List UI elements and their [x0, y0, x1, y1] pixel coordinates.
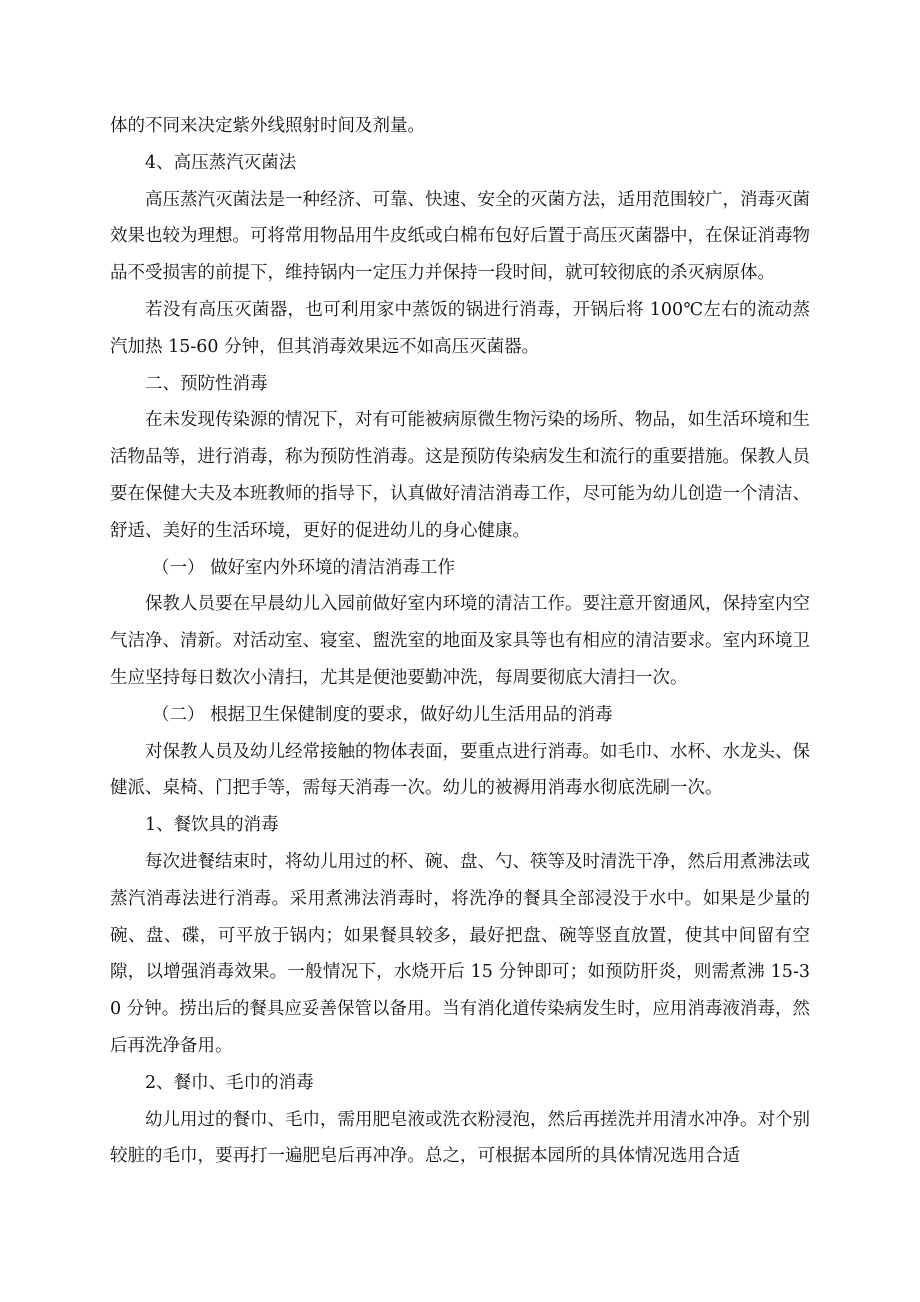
- paragraph-surface-disinfection: 对保教人员及幼儿经常接触的物体表面，要重点进行消毒。如毛巾、水杯、水龙头、保健派、桌椅、门把手等，需每天消毒一次。幼儿的被褥用消毒水彻底洗刷一次。: [110, 741, 810, 799]
- paragraph-towel-method: 幼儿用过的餐巾、毛巾，需用肥皂液或洗衣粉浸泡，然后再搓洗并用清水冲净。对个别较脏的毛巾，要再打一遍肥皂后再冲净。总之，可根据本园所的具体情况选用合适: [110, 1109, 810, 1167]
- heading-daily-items-disinfection: （二） 根据卫生保健制度的要求，做好幼儿生活用品的消毒: [152, 704, 613, 725]
- heading-towel-disinfection: 2、餐巾、毛巾的消毒: [145, 1072, 314, 1093]
- document-page: [110, 108, 810, 1175]
- heading-preventive-disinfection: 二、预防性消毒: [145, 373, 268, 394]
- paragraph-steam-pot-alternative: 若没有高压灭菌器，也可利用家中蒸饭的锅进行消毒，开锅后将 100℃左右的流动蒸汽加热 15-60 分钟，但其消毒效果远不如高压灭菌器。: [110, 299, 810, 357]
- heading-environment-cleaning: （一） 做好室内外环境的清洁消毒工作: [152, 557, 456, 578]
- paragraph-autoclave-description: 高压蒸汽灭菌法是一种经济、可靠、快速、安全的灭菌方法，适用范围较广，消毒灭菌效果也较为理想。可将常用物品用牛皮纸或白棉布包好后置于高压灭菌器中，在保证消毒物品不受损害的前提下，维持锅内一定压力并保持一段时间，就可较彻底的杀灭病原体。: [110, 189, 810, 284]
- paragraph-tableware-method: 每次进餐结束时，将幼儿用过的杯、碗、盘、勺、筷等及时清洗干净，然后用煮沸法或蒸汽消毒法进行消毒。采用煮沸法消毒时，将洗净的餐具全部浸没于水中。如果是少量的碗、盘、碟，可平放于锅内；如果餐具较多，最好把盘、碗等竖直放置，使其中间留有空隙，以增强消毒效果。一般情况下，水烧开后 15 分钟即可；如预防肝炎，则需煮沸 15-30 分钟。捞出后的餐具应妥善保管以备用。当有消化道传染病发生时，应用消毒液消毒，然后再洗净备用。: [110, 851, 810, 1056]
- heading-tableware-disinfection: 1、餐饮具的消毒: [145, 815, 279, 836]
- paragraph-continued: 体的不同来决定紫外线照射时间及剂量。: [110, 116, 425, 136]
- paragraph-preventive-definition: 在未发现传染源的情况下，对有可能被病原微生物污染的场所、物品，如生活环境和生活物品等，进行消毒，称为预防性消毒。这是预防传染病发生和流行的重要措施。保教人员要在保健大夫及本班教师的指导下，认真做好清洁消毒工作，尽可能为幼儿创造一个清洁、舒适、美好的生活环境，更好的促进幼儿的身心健康。: [110, 410, 810, 541]
- paragraph-indoor-cleaning: 保教人员要在早晨幼儿入园前做好室内环境的清洁工作。要注意开窗通风，保持室内空气洁净、清新。对活动室、寝室、盥洗室的地面及家具等也有相应的清洁要求。室内环境卫生应坚持每日数次小清扫，尤其是便池要勤冲洗，每周要彻底大清扫一次。: [110, 594, 810, 688]
- heading-autoclave-sterilization: 4、高压蒸汽灭菌法: [145, 152, 297, 173]
